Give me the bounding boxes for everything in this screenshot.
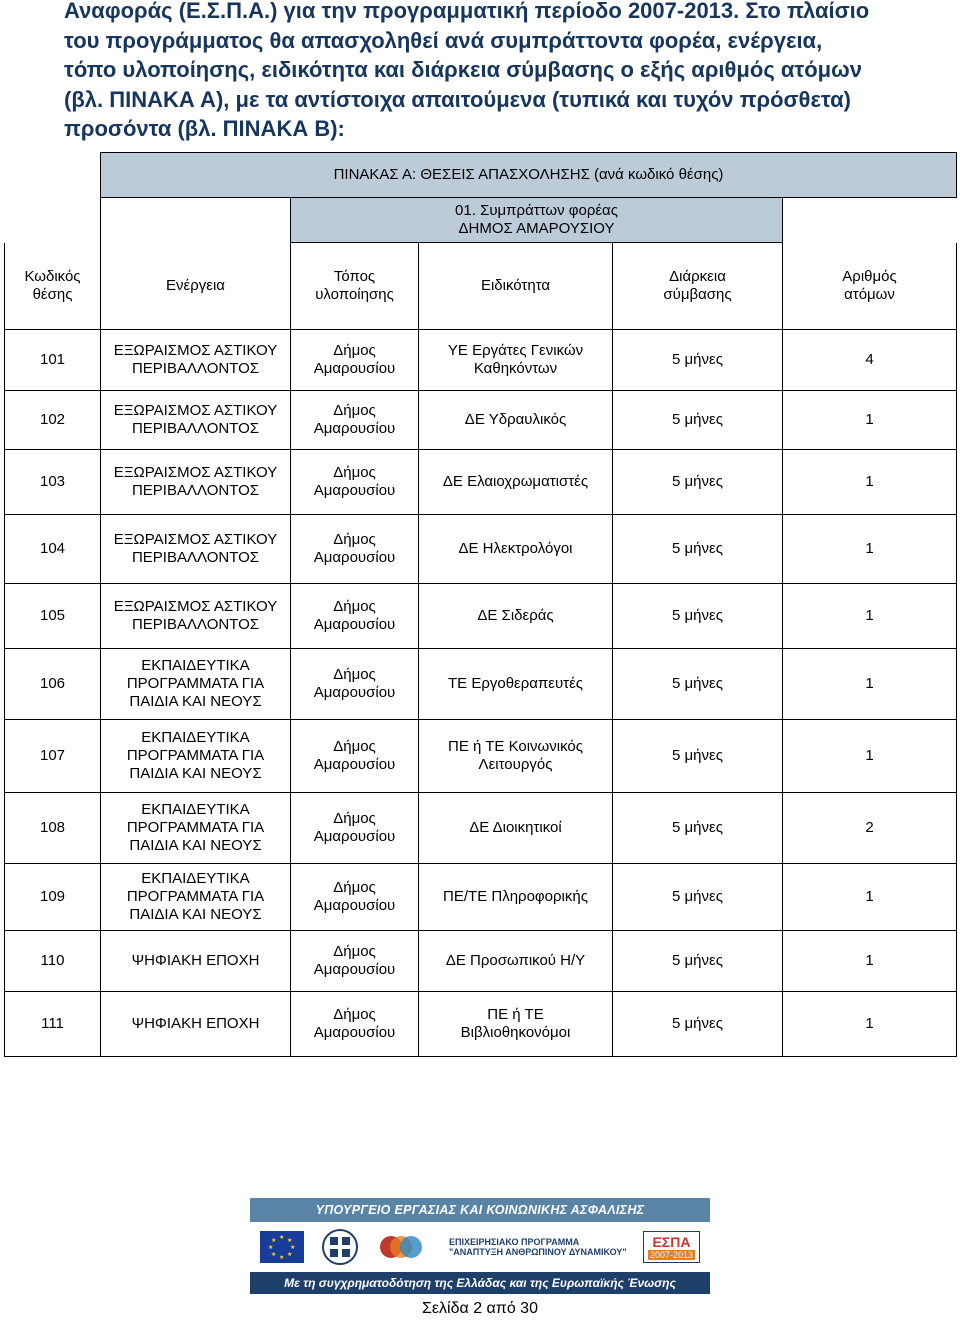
intro-paragraph xyxy=(64,0,934,144)
cell-count: 1 xyxy=(783,931,957,992)
partner-header xyxy=(291,198,783,243)
blank-cell xyxy=(5,198,101,243)
eu-flag-icon: ★ ★ ★ ★ ★ ★ ★ ★ xyxy=(260,1231,304,1263)
intro-line: του προγράμματος θα απασχοληθεί ανά συμπράττοντα φορέα, ενέργεια, xyxy=(64,27,823,53)
table-row xyxy=(5,584,957,649)
cell-count: 1 xyxy=(783,720,957,793)
program-logo-icon xyxy=(377,1232,433,1262)
cell-code: 109 xyxy=(5,864,101,931)
table-row xyxy=(5,391,957,450)
cell-place: Δήμος Αμαρουσίου xyxy=(291,793,419,864)
cell-duration: 5 μήνες xyxy=(613,931,783,992)
header-code: Κωδικός θέσης xyxy=(5,243,101,330)
table-row xyxy=(5,793,957,864)
footer-banner xyxy=(250,1198,710,1298)
cell-count: 1 xyxy=(783,864,957,931)
cell-place: Δήμος Αμαρουσίου xyxy=(291,515,419,584)
table-row xyxy=(5,992,957,1057)
cell-code: 102 xyxy=(5,391,101,450)
cell-code: 107 xyxy=(5,720,101,793)
positions-table xyxy=(4,152,957,1057)
intro-line: (βλ. ΠΙΝΑΚΑ Α), με τα αντίστοιχα απαιτούμενα (τυπικά και τυχόν πρόσθετα) xyxy=(64,86,851,112)
cell-place: Δήμος Αμαρουσίου xyxy=(291,391,419,450)
table-row xyxy=(5,720,957,793)
ministry-title: ΥΠΟΥΡΓΕΙΟ ΕΡΓΑΣΙΑΣ ΚΑΙ ΚΟΙΝΩΝΙΚΗΣ ΑΣΦΑΛΙΣΗΣ xyxy=(250,1198,710,1222)
table-row xyxy=(5,450,957,515)
cell-count: 1 xyxy=(783,450,957,515)
cell-place: Δήμος Αμαρουσίου xyxy=(291,864,419,931)
cell-code: 103 xyxy=(5,450,101,515)
cell-duration: 5 μήνες xyxy=(613,992,783,1057)
cell-action: ΕΚΠΑΙΔΕΥΤΙΚΑ ΠΡΟΓΡΑΜΜΑΤΑ ΓΙΑ ΠΑΙΔΙΑ ΚΑΙ ΝΕΟΥΣ xyxy=(101,793,291,864)
cell-duration: 5 μήνες xyxy=(613,864,783,931)
cell-place: Δήμος Αμαρουσίου xyxy=(291,992,419,1057)
cell-action: ΕΞΩΡΑΙΣΜΟΣ ΑΣΤΙΚΟΥ ΠΕΡΙΒΑΛΛΟΝΤΟΣ xyxy=(101,391,291,450)
header-duration: Διάρκεια σύμβασης xyxy=(613,243,783,330)
cell-place: Δήμος Αμαρουσίου xyxy=(291,649,419,720)
cell-duration: 5 μήνες xyxy=(613,450,783,515)
program-name: ΕΠΙΧΕΙΡΗΣΙΑΚΟ ΠΡΟΓΡΑΜΜΑ "ΑΝΑΠΤΥΞΗ ΑΝΘΡΩΠΙΝΟΥ ΔΥΝΑΜΙΚΟΥ" xyxy=(448,1237,627,1257)
cell-specialty: ΔΕ Ηλεκτρολόγοι xyxy=(419,515,613,584)
cell-specialty: ΠΕ ή ΤΕ Βιβλιοθηκονόμοι xyxy=(419,992,613,1057)
cell-count: 1 xyxy=(783,391,957,450)
table-body xyxy=(5,330,957,1057)
cell-code: 110 xyxy=(5,931,101,992)
cell-code: 111 xyxy=(5,992,101,1057)
cell-action: ΕΞΩΡΑΙΣΜΟΣ ΑΣΤΙΚΟΥ ΠΕΡΙΒΑΛΛΟΝΤΟΣ xyxy=(101,330,291,391)
espa-logo: ΕΣΠΑ 2007-2013 xyxy=(643,1231,700,1263)
cell-place: Δήμος Αμαρουσίου xyxy=(291,931,419,992)
cell-count: 1 xyxy=(783,584,957,649)
cell-duration: 5 μήνες xyxy=(613,515,783,584)
cell-place: Δήμος Αμαρουσίου xyxy=(291,330,419,391)
cell-action: ΕΚΠΑΙΔΕΥΤΙΚΑ ΠΡΟΓΡΑΜΜΑΤΑ ΓΙΑ ΠΑΙΔΙΑ ΚΑΙ ΝΕΟΥΣ xyxy=(101,649,291,720)
table-row xyxy=(5,931,957,992)
cell-code: 106 xyxy=(5,649,101,720)
intro-line: προσόντα (βλ. ΠΙΝΑΚΑ Β): xyxy=(64,116,345,141)
page-number: Σελίδα 2 από 30 xyxy=(422,1300,538,1317)
cell-code: 104 xyxy=(5,515,101,584)
cell-count: 1 xyxy=(783,515,957,584)
cell-specialty: ΔΕ Προσωπικού Η/Υ xyxy=(419,931,613,992)
cell-duration: 5 μήνες xyxy=(613,720,783,793)
cell-duration: 5 μήνες xyxy=(613,330,783,391)
cell-action: ΕΞΩΡΑΙΣΜΟΣ ΑΣΤΙΚΟΥ ΠΕΡΙΒΑΛΛΟΝΤΟΣ xyxy=(101,450,291,515)
cell-specialty: ΔΕ Διοικητικοί xyxy=(419,793,613,864)
cell-count: 4 xyxy=(783,330,957,391)
cell-count: 2 xyxy=(783,793,957,864)
header-place: Τόπος υλοποίησης xyxy=(291,243,419,330)
cell-place: Δήμος Αμαρουσίου xyxy=(291,584,419,649)
cell-specialty: ΔΕ Σιδεράς xyxy=(419,584,613,649)
cell-code: 105 xyxy=(5,584,101,649)
intro-line: τόπο υλοποίησης, ειδικότητα και διάρκεια σύμβασης ο εξής αριθμός ατόμων xyxy=(64,57,862,82)
header-action: Ενέργεια xyxy=(101,243,291,330)
cell-duration: 5 μήνες xyxy=(613,793,783,864)
blank-cell xyxy=(783,198,957,243)
cell-specialty: ΤΕ Εργοθεραπευτές xyxy=(419,649,613,720)
cell-action: ΕΚΠΑΙΔΕΥΤΙΚΑ ΠΡΟΓΡΑΜΜΑΤΑ ΓΙΑ ΠΑΙΔΙΑ ΚΑΙ ΝΕΟΥΣ xyxy=(101,720,291,793)
cell-place: Δήμος Αμαρουσίου xyxy=(291,720,419,793)
cell-action: ΨΗΦΙΑΚΗ ΕΠΟΧΗ xyxy=(101,931,291,992)
cell-count: 1 xyxy=(783,649,957,720)
intro-line: Αναφοράς (Ε.Σ.Π.Α.) για την προγραμματική περίοδο 2007-2013. Στο πλαίσιο xyxy=(64,0,870,23)
logos-row xyxy=(250,1222,710,1272)
cell-duration: 5 μήνες xyxy=(613,584,783,649)
cell-duration: 5 μήνες xyxy=(613,391,783,450)
table-row xyxy=(5,649,957,720)
cell-action: ΕΞΩΡΑΙΣΜΟΣ ΑΣΤΙΚΟΥ ΠΕΡΙΒΑΛΛΟΝΤΟΣ xyxy=(101,515,291,584)
partner-line: ΔΗΜΟΣ ΑΜΑΡΟΥΣΙΟΥ xyxy=(458,220,615,237)
cell-count: 1 xyxy=(783,992,957,1057)
cell-duration: 5 μήνες xyxy=(613,649,783,720)
cell-specialty: ΥΕ Εργάτες Γενικών Καθηκόντων xyxy=(419,330,613,391)
header-specialty: Ειδικότητα xyxy=(419,243,613,330)
cell-action: ΕΚΠΑΙΔΕΥΤΙΚΑ ΠΡΟΓΡΑΜΜΑΤΑ ΓΙΑ ΠΑΙΔΙΑ ΚΑΙ ΝΕΟΥΣ xyxy=(101,864,291,931)
partner-line: 01. Συμπράττων φορέας xyxy=(455,202,618,219)
cell-specialty: ΠΕ/ΤΕ Πληροφορικής xyxy=(419,864,613,931)
cofunding-note: Με τη συγχρηματοδότηση της Ελλάδας και της Ευρωπαϊκής Ένωσης xyxy=(250,1272,710,1294)
cell-code: 108 xyxy=(5,793,101,864)
cell-place: Δήμος Αμαρουσίου xyxy=(291,450,419,515)
table-row xyxy=(5,864,957,931)
header-count: Αριθμός ατόμων xyxy=(783,243,957,330)
cell-specialty: ΔΕ Υδραυλικός xyxy=(419,391,613,450)
greek-emblem-icon xyxy=(320,1227,360,1267)
cell-action: ΕΞΩΡΑΙΣΜΟΣ ΑΣΤΙΚΟΥ ΠΕΡΙΒΑΛΛΟΝΤΟΣ xyxy=(101,584,291,649)
table-title: ΠΙΝΑΚΑΣ Α: ΘΕΣΕΙΣ ΑΠΑΣΧΟΛΗΣΗΣ (ανά κωδικό θέσης) xyxy=(101,153,957,198)
cell-specialty: ΠΕ ή ΤΕ Κοινωνικός Λειτουργός xyxy=(419,720,613,793)
table-row xyxy=(5,330,957,391)
blank-cell xyxy=(5,153,101,198)
cell-code: 101 xyxy=(5,330,101,391)
cell-action: ΨΗΦΙΑΚΗ ΕΠΟΧΗ xyxy=(101,992,291,1057)
table-row xyxy=(5,515,957,584)
cell-specialty: ΔΕ Ελαιοχρωματιστές xyxy=(419,450,613,515)
blank-cell xyxy=(101,198,291,243)
